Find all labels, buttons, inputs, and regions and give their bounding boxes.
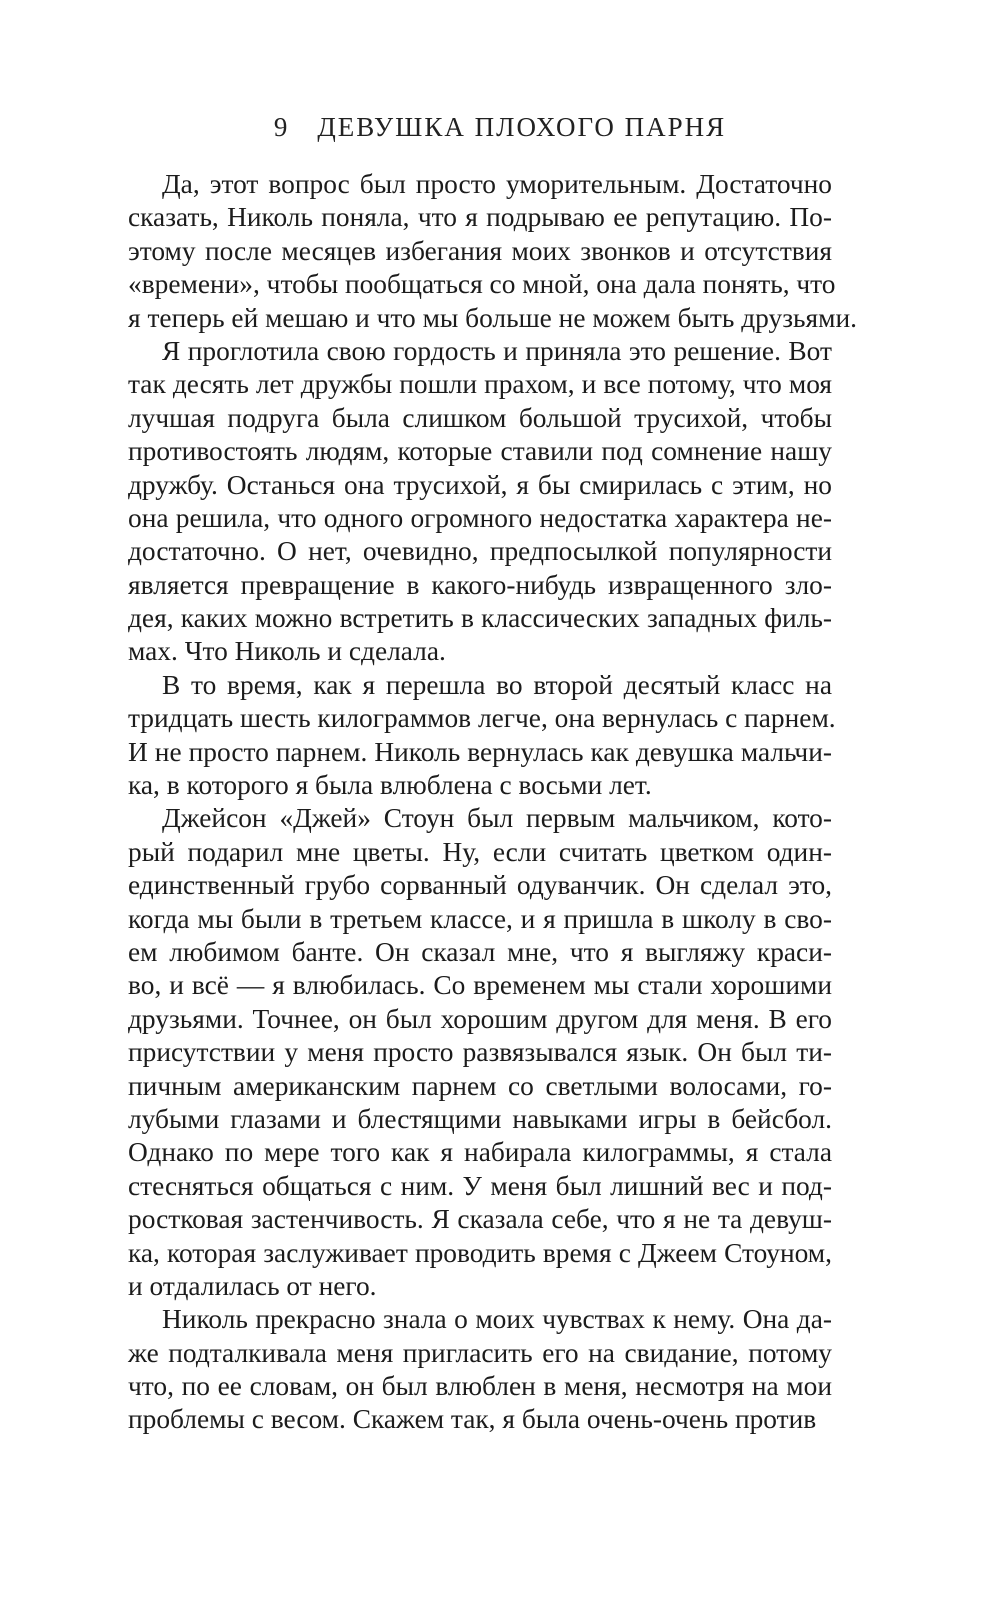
paragraph	[128, 669, 836, 803]
text-line: «времени», чтобы пообщаться со мной, она дала понять, что	[128, 269, 836, 300]
text-line: Я проглотила свою гордость и приняла это решение. Вот	[162, 335, 832, 366]
text-line: и отдалилась от него.	[128, 1270, 377, 1301]
text-line: Николь прекрасно знала о моих чувствах к нему. Она да-	[162, 1304, 832, 1335]
text-line: проблемы с весом. Скажем так, я была очень-очень против	[128, 1404, 817, 1435]
text-line: друзьями. Точнее, он был хорошим другом для меня. В его	[128, 1003, 832, 1034]
text-line: единственный грубо сорванный одуванчик. Он сделал это,	[128, 870, 832, 901]
text-line: дружбу. Останься она трусихой, я бы смирилась с этим, но	[128, 469, 832, 500]
text-line: Да, этот вопрос был просто уморительным. Достаточно	[162, 169, 832, 199]
text-line: ем любимом банте. Он сказал мне, что я выгляжу краси-	[128, 936, 832, 967]
text-line: И не просто парнем. Николь вернулась как девушка мальчи-	[128, 736, 832, 767]
text-line: тридцать шесть килограммов легче, она вернулась с парнем.	[128, 703, 836, 734]
text-line: лубыми глазами и блестящими навыками игры в бейсбол.	[128, 1103, 832, 1134]
running-header	[0, 112, 1000, 143]
text-line: ростковая застенчивость. Я сказала себе, что я не та девуш-	[128, 1204, 832, 1235]
paragraph	[128, 335, 832, 669]
text-line: я теперь ей мешаю и что мы больше не можем быть друзьями.	[128, 302, 857, 333]
text-line: же подталкивала меня пригласить его на свидание, потому	[128, 1337, 832, 1368]
text-line: она решила, что одного огромного недостатка характера не-	[128, 502, 832, 533]
paragraph	[128, 168, 857, 335]
text-line: стесняться общаться с ним. У меня был лишний вес и под-	[128, 1170, 832, 1201]
text-line: дея, каких можно встретить в классических западных филь-	[128, 603, 832, 634]
text-line: этому после месяцев избегания моих звонков и отсутствия	[128, 235, 832, 266]
text-line: Однако по мере того как я набирала килограммы, я стала	[128, 1137, 832, 1168]
text-line: является превращение в какого-нибудь извращенного зло-	[128, 569, 832, 600]
text-line: Джейсон «Джей» Стоун был первым мальчиком, кото-	[162, 803, 832, 834]
text-line: рый подарил мне цветы. Ну, если считать цветком один-	[128, 836, 832, 867]
running-title: ДЕВУШКА ПЛОХОГО ПАРНЯ	[317, 112, 727, 142]
text-line: противостоять людям, которые ставили под сомнение нашу	[128, 436, 832, 467]
page-number: 9	[273, 112, 290, 142]
text-line: во, и всё — я влюбилась. Со временем мы стали хорошими	[128, 970, 832, 1001]
text-line: сказать, Николь поняла, что я подрываю ее репутацию. По-	[128, 202, 832, 233]
text-line: В то время, как я перешла во второй десятый класс на	[162, 669, 832, 700]
paragraph	[128, 1303, 832, 1437]
body-text	[128, 168, 857, 1437]
text-line: мах. Что Николь и сделала.	[128, 636, 446, 667]
text-line: пичным американским парнем со светлыми волосами, го-	[128, 1070, 832, 1101]
text-line: достаточно. О нет, очевидно, предпосылкой популярности	[128, 536, 832, 567]
paragraph	[128, 802, 832, 1303]
text-line: лучшая подруга была слишком большой трусихой, чтобы	[128, 402, 832, 433]
text-line: когда мы были в третьем классе, и я пришла в школу в сво-	[128, 903, 832, 934]
text-line: что, по ее словам, он был влюблен в меня, несмотря на мои	[128, 1371, 832, 1402]
text-line: присутствии у меня просто развязывался язык. Он был ти-	[128, 1037, 832, 1068]
text-line: ка, которая заслуживает проводить время с Джеем Стоуном,	[128, 1237, 832, 1268]
text-line: так десять лет дружбы пошли прахом, и все потому, что моя	[128, 369, 832, 400]
text-line: ка, в которого я была влюблена с восьми лет.	[128, 770, 652, 801]
